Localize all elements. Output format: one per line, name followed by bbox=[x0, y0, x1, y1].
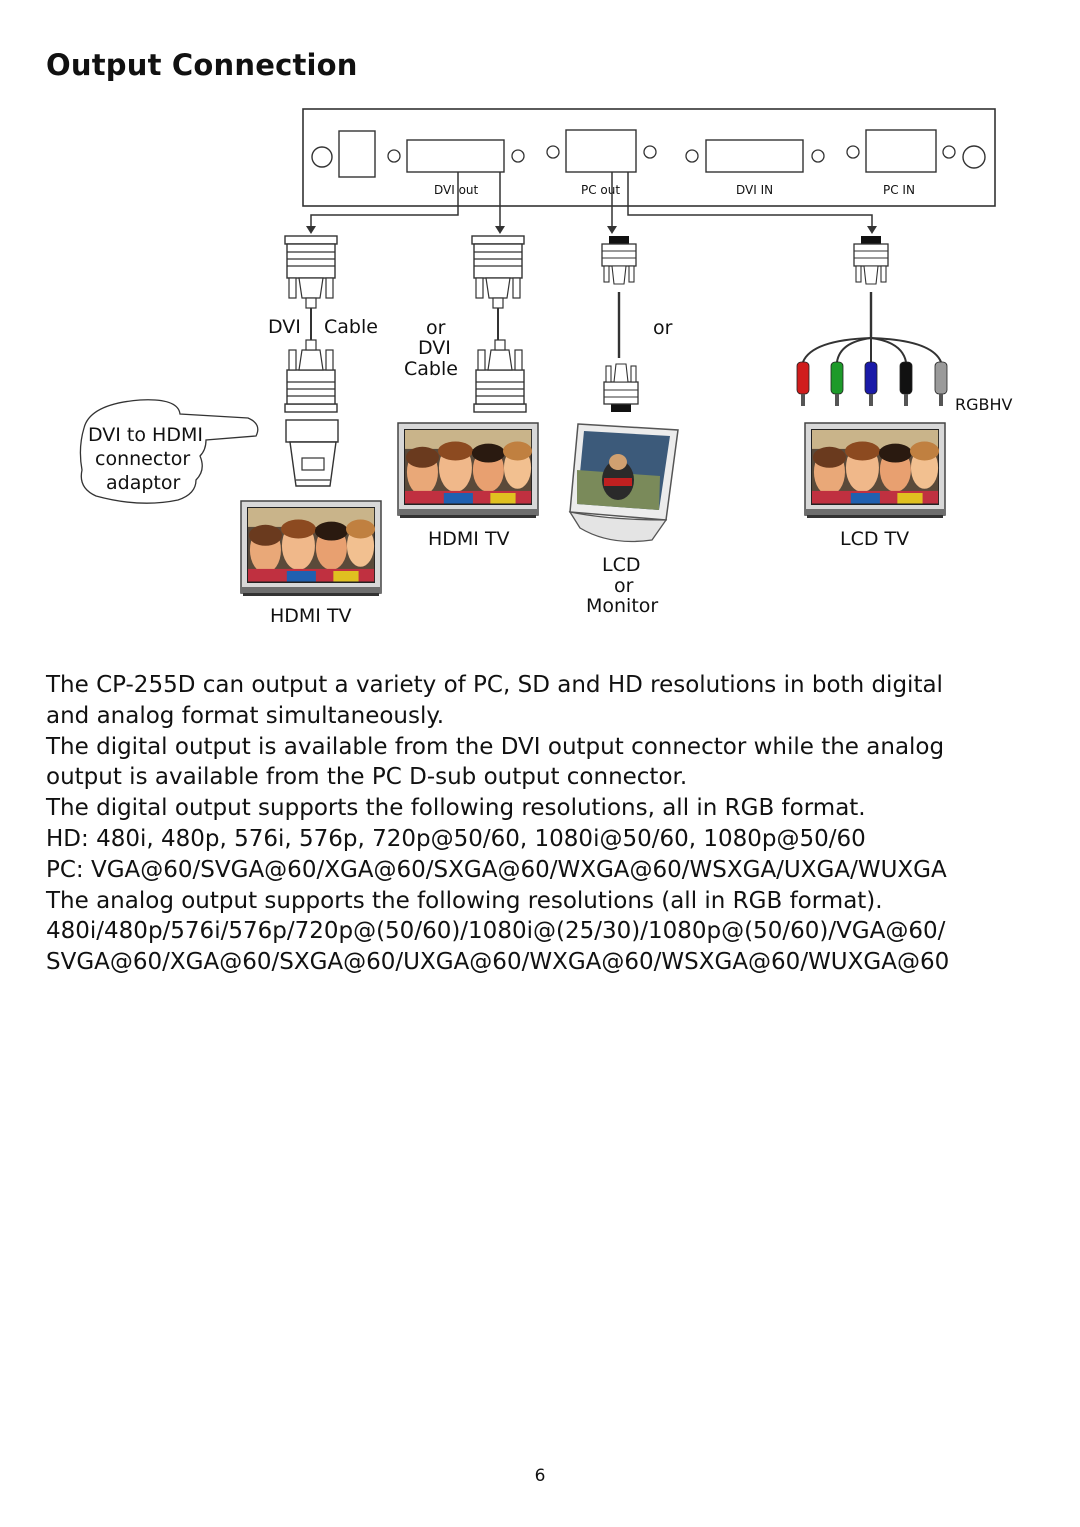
body-line: and analog format simultaneously. bbox=[46, 702, 445, 729]
dvi-cable-label-middle: DVI bbox=[418, 337, 451, 359]
monitor-label-line-3: Monitor bbox=[586, 595, 659, 617]
dvi-cable-1 bbox=[285, 236, 338, 486]
port-label-pc-in: PC IN bbox=[883, 183, 915, 197]
body-line: SVGA@60/XGA@60/SXGA@60/UXGA@60/WXGA@60/WSXGA@60/WUXGA@60 bbox=[46, 949, 950, 976]
body-line: The digital output is available from the DVI output connector while the analog bbox=[46, 733, 945, 760]
rgbhv-label: RGBHV bbox=[955, 395, 1013, 414]
page-number: 6 bbox=[534, 1466, 546, 1486]
hdmi-tv-middle-label: HDMI TV bbox=[428, 528, 510, 550]
port-label-dvi-in: DVI IN bbox=[736, 183, 774, 197]
adaptor-callout-line-3: adaptor bbox=[106, 472, 181, 494]
hdmi-tv-left-label: HDMI TV bbox=[270, 605, 352, 627]
dvi-cable-2 bbox=[472, 236, 526, 412]
rgbhv-breakout-cable bbox=[803, 236, 941, 362]
or-label-2: or bbox=[653, 317, 673, 339]
body-line: output is available from the PC D-sub output connector. bbox=[46, 764, 688, 791]
cable-label-middle: Cable bbox=[404, 358, 458, 380]
adaptor-callout bbox=[80, 400, 257, 503]
port-label-dvi-out: DVI out bbox=[434, 183, 479, 197]
dvi-cable-label-left: DVI bbox=[268, 316, 301, 338]
body-line: The CP-255D can output a variety of PC, SD and HD resolutions in both digital bbox=[46, 672, 943, 698]
device-rear-panel bbox=[303, 109, 995, 206]
adaptor-callout-line-2: connector bbox=[95, 448, 191, 470]
hdmi-tv-left bbox=[241, 501, 381, 596]
or-label-1: or bbox=[426, 317, 446, 339]
lcd-tv-right bbox=[805, 423, 945, 518]
v-plug-icon bbox=[935, 362, 947, 406]
monitor-label-line-2: or bbox=[614, 575, 634, 597]
body-line: The analog output supports the following resolutions (all in RGB format). bbox=[46, 887, 883, 914]
cable-label-left: Cable bbox=[324, 316, 378, 338]
adaptor-callout-line-1: DVI to HDMI bbox=[88, 424, 203, 446]
body-text bbox=[46, 670, 1056, 978]
body-line: The digital output supports the following resolutions, all in RGB format. bbox=[46, 795, 866, 822]
b-plug-icon bbox=[865, 362, 877, 406]
r-plug-icon bbox=[797, 362, 809, 406]
monitor-label-line-1: LCD bbox=[602, 554, 641, 576]
body-line: 480i/480p/576i/576p/720p@(50/60)/1080i@(25/30)/1080p@(50/60)/VGA@60/ bbox=[46, 918, 946, 945]
body-line: PC: VGA@60/SVGA@60/XGA@60/SXGA@60/WXGA@60/WSXGA/UXGA/WUXGA bbox=[46, 856, 947, 883]
rgbhv-plugs bbox=[797, 362, 947, 406]
body-line: HD: 480i, 480p, 576i, 576p, 720p@50/60, 1080i@50/60, 1080p@50/60 bbox=[46, 825, 866, 852]
lcd-monitor bbox=[570, 424, 678, 542]
arrow-heads bbox=[306, 226, 877, 234]
g-plug-icon bbox=[831, 362, 843, 406]
h-plug-icon bbox=[900, 362, 912, 406]
hdmi-tv-middle bbox=[398, 423, 538, 518]
output-connection-diagram bbox=[0, 0, 1080, 640]
page-title: Output Connection bbox=[46, 48, 358, 82]
port-label-pc-out: PC out bbox=[581, 183, 621, 197]
vga-cable bbox=[602, 236, 638, 412]
lcd-tv-label: LCD TV bbox=[840, 528, 910, 550]
